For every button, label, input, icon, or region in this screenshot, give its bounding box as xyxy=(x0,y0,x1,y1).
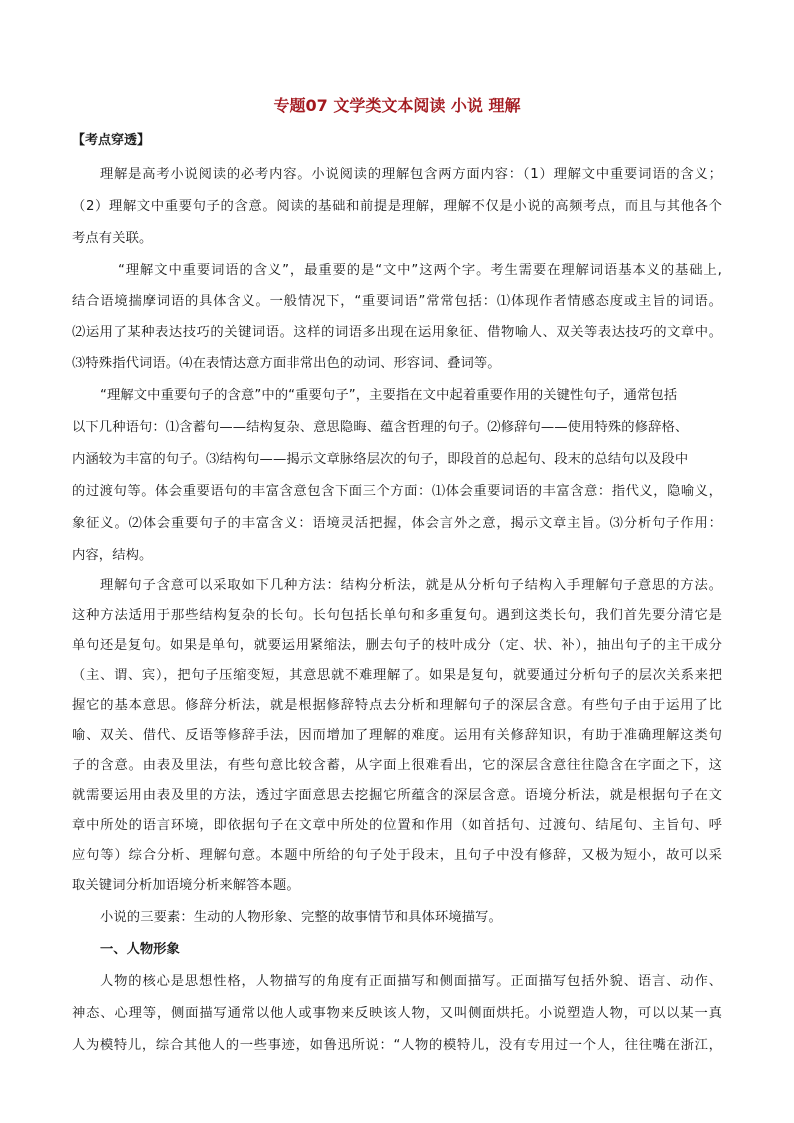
paragraph-line: （主、谓、宾），把句子压缩变短，其意思就不难理解了。如果是复句，就要通过分析句子的层次关系来把 xyxy=(72,668,722,683)
paragraph-line: 理解是高考小说阅读的必考内容。小说阅读的理解包含两方面内容：（1）理解文中重要词语的含义； xyxy=(100,167,722,182)
page-title: 专题07 文学类文本阅读 小说 理解 xyxy=(273,96,521,115)
paragraph-line: 理解句子含意可以采取如下几种方法：结构分析法，就是从分析句子结构入手理解句子意思的方法。 xyxy=(100,578,722,593)
paragraph-line: 应句等）综合分析、理解句意。本题中所给的句子处于段末，且句子中没有修辞，又极为短小，故可以采 xyxy=(72,848,722,863)
paragraph-line: （2）理解文中重要句子的含意。阅读的基础和前提是理解，理解不仅是小说的高频考点，而且与其他各个 xyxy=(72,199,722,214)
paragraph-line: 考点有关联。 xyxy=(72,231,153,246)
paragraph-line: ⑶特殊指代词语。⑷在表情达意方面非常出色的动词、形容词、叠词等。 xyxy=(72,356,501,371)
paragraph-line: 这种方法适用于那些结构复杂的长句。长句包括长单句和多重复句。遇到这类长句，我们首先要分清它是 xyxy=(72,608,722,623)
paragraph-line: 单句还是复句。如果是单句，就要运用紧缩法，删去句子的枝叶成分（定、状、补），抽出句子的主干成分 xyxy=(72,638,722,653)
paragraph-line: 取关键词分析加语境分析来解答本题。 xyxy=(72,878,300,893)
paragraph-line: 子的含意。由表及里法，有些句意比较含蓄，从字面上很难看出，它的深层含意往往隐含在字面之下，这 xyxy=(72,758,722,773)
paragraph-line: 握它的基本意思。修辞分析法，就是根据修辞特点去分析和理解句子的深层含意。有些句子由于运用了比 xyxy=(72,698,722,713)
paragraph-line: 内涵较为丰富的句子。⑶结构句——揭示文章脉络层次的句子，即段首的总起句、段末的总结句以及段中 xyxy=(72,452,689,467)
subsection-heading: 一、人物形象 xyxy=(100,942,180,957)
paragraph-line: ⑵运用了某种表达技巧的关键词语。这样的词语多出现在运用象征、借物喻人、双关等表达技巧的文章中。 xyxy=(72,325,722,340)
paragraph-line: 人为模特儿，综合其他人的一些事迹，如鲁迅所说：“人物的模特儿，没有专用过一个人，往往嘴在浙江， xyxy=(72,1038,722,1053)
paragraph-line: “理解文中重要句子的含意”中的“重要句子”，主要指在文中起着重要作用的关键性句子，通常包括 xyxy=(100,388,678,403)
paragraph-line: “理解文中重要词语的含义”，最重要的是“文中”这两个字。考生需要在理解词语基本义的基础上, xyxy=(118,263,722,278)
paragraph-line: 就需要运用由表及里的方法，透过字面意思去挖掘它所蕴含的深层含意。语境分析法，就是根据句子在文 xyxy=(72,788,722,803)
paragraph-line: 以下几种语句：⑴含蓄句——结构复杂、意思隐晦、蕴含哲理的句子。⑵修辞句——使用特殊的修辞格、 xyxy=(72,420,689,435)
paragraph-line: 象征义。⑵体会重要句子的丰富含义：语境灵活把握，体会言外之意，揭示文章主旨。⑶分析句子作用： xyxy=(72,516,722,531)
paragraph-line: 喻、双关、借代、反语等修辞手法，因而增加了理解的难度。运用有关修辞知识，有助于准确理解这类句 xyxy=(72,728,722,743)
paragraph-line: 结合语境揣摩词语的具体含义。一般情况下，“重要词语”常常包括：⑴体现作者情感态度或主旨的词语。 xyxy=(72,294,722,309)
paragraph-line: 内容，结构。 xyxy=(72,548,153,563)
section-label: 【考点穿透】 xyxy=(72,133,151,148)
paragraph-line: 的过渡句等。体会重要语句的丰富含意包含下面三个方面：⑴体会重要词语的丰富含意：指代义，隐喻义， xyxy=(72,484,722,499)
paragraph-line: 神态、心理等，侧面描写通常以他人或事物来反映该人物，又叫侧面烘托。小说塑造人物，可以以某一真 xyxy=(72,1006,722,1021)
paragraph-line: 小说的三要素：生动的人物形象、完整的故事情节和具体环境描写。 xyxy=(100,910,502,925)
paragraph-line: 人物的核心是思想性格，人物描写的角度有正面描写和侧面描写。正面描写包括外貌、语言、动作、 xyxy=(100,974,722,989)
paragraph-line: 章中所处的语言环境，即依据句子在文章中所处的位置和作用（如首括句、过渡句、结尾句、主旨句、呼 xyxy=(72,818,722,833)
